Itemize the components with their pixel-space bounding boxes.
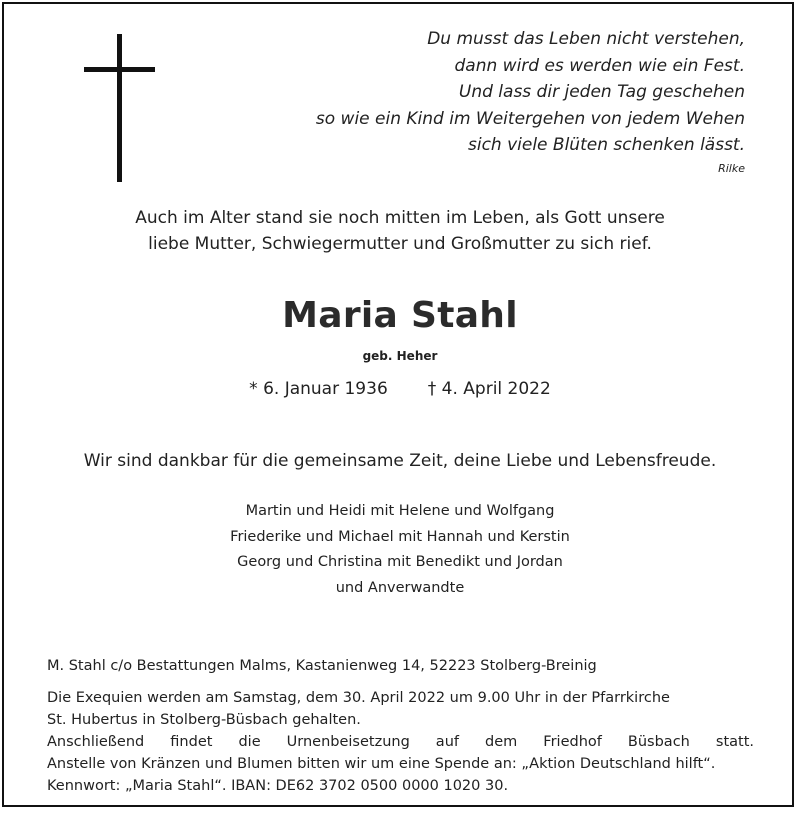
notice-line: Die Exequien werden am Samstag, dem 30. April 2022 um 9.00 Uhr in der Pfarrkirche — [47, 690, 670, 706]
mourner-line: Georg und Christina mit Benedikt und Jordan — [237, 554, 563, 570]
poem-author: Rilke — [718, 162, 745, 175]
funeral-notice — [47, 687, 754, 797]
deceased-name: Maria Stahl — [282, 295, 518, 336]
notice-line: Anschließend findet die Urnenbeisetzung auf dem Friedhof Büsbach statt. — [47, 734, 754, 750]
mourner-line: Friederike und Michael mit Hannah und Kerstin — [230, 528, 570, 545]
notice-line: St. Hubertus in Stolberg-Büsbach gehalten. — [47, 712, 361, 728]
mourners-list — [0, 499, 800, 601]
notice-line: Anstelle von Kränzen und Blumen bitten wir um eine Spende an: „Aktion Deutschland hilft“. — [47, 756, 716, 772]
thanks-text: Wir sind dankbar für die gemeinsame Zeit, deine Liebe und Lebensfreude. — [83, 451, 717, 471]
mourner-line: Martin und Heidi mit Helene und Wolfgang — [245, 503, 555, 519]
poem-line: Und lass dir jeden Tag geschehen — [458, 82, 745, 102]
notice-line: Kennwort: „Maria Stahl“. IBAN: DE62 3702 0500 0000 1020 30. — [47, 778, 509, 794]
intro-line: Auch im Alter stand sie noch mitten im Leben, als Gott unsere — [135, 208, 665, 228]
contact-address: M. Stahl c/o Bestattungen Malms, Kastanienweg 14, 52223 Stolberg-Breinig — [47, 658, 597, 674]
life-dates — [0, 379, 800, 399]
poem-line: sich viele Blüten schenken lässt. — [467, 135, 745, 155]
birth-date: * 6. Januar 1936 — [249, 379, 388, 399]
poem-line: Du musst das Leben nicht verstehen, — [427, 29, 745, 49]
intro-text — [0, 205, 800, 257]
poem-line: so wie ein Kind im Weitergehen von jedem Wehen — [315, 108, 745, 129]
poem-line: dann wird es werden wie ein Fest. — [454, 55, 745, 76]
birth-name: geb. Heher — [362, 349, 438, 363]
mourner-line: und Anverwandte — [335, 579, 465, 596]
intro-line: liebe Mutter, Schwiegermutter und Großmutter zu sich rief. — [148, 234, 652, 254]
poem — [225, 26, 745, 159]
death-date: † 4. April 2022 — [427, 379, 551, 399]
